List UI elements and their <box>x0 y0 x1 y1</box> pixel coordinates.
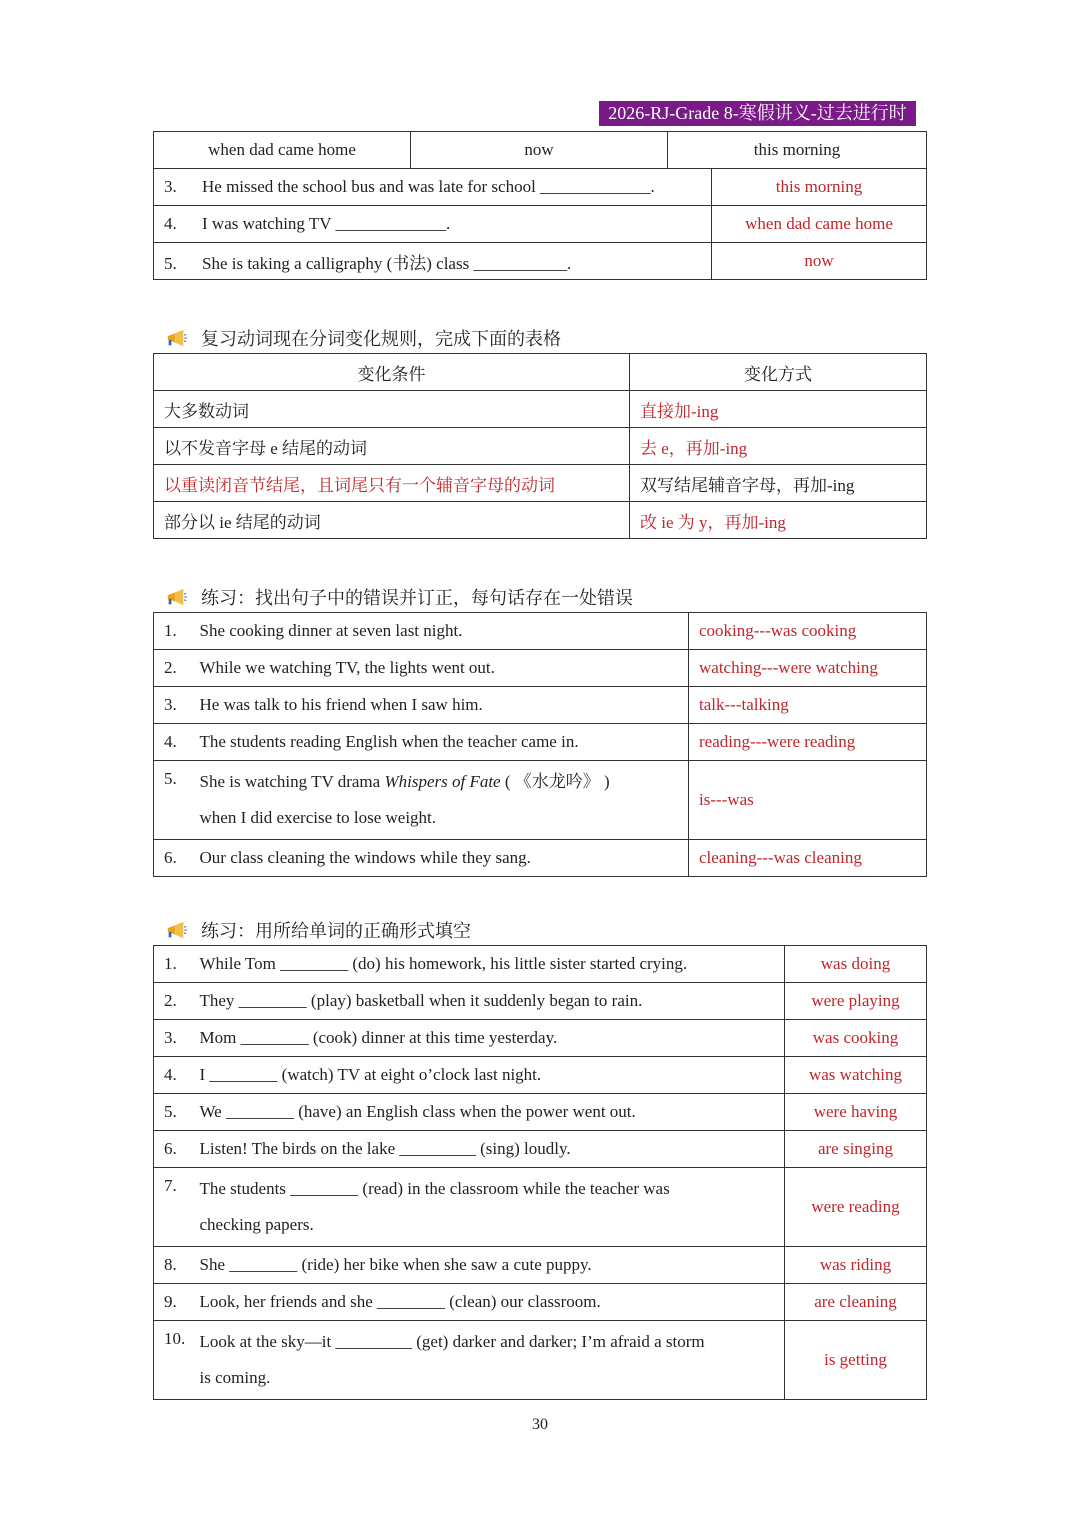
table-row <box>154 169 927 206</box>
answer-cell: watching---were watching <box>689 650 927 687</box>
rule-cell: 双写结尾辅音字母，再加-ing <box>630 465 927 502</box>
condition-cell: 大多数动词 <box>154 391 630 428</box>
question-cell <box>154 243 712 280</box>
table-row <box>154 243 927 280</box>
question-number: 6. <box>154 1131 192 1168</box>
answer-cell: is getting <box>785 1321 927 1400</box>
question-text: I ________ (watch) TV at eight o’clock last night. <box>192 1057 785 1094</box>
question-text <box>192 761 689 840</box>
question-cell <box>154 206 712 243</box>
column-header: 变化条件 <box>154 354 630 391</box>
question-text: I was watching TV _____________. <box>202 214 451 233</box>
question-text-part: is coming. <box>199 1368 271 1387</box>
error-correction-table <box>153 612 927 877</box>
megaphone-icon <box>165 586 187 608</box>
question-text: While Tom ________ (do) his homework, his little sister started crying. <box>192 946 785 983</box>
section-heading <box>165 325 561 351</box>
table-row <box>154 687 927 724</box>
table-row <box>154 650 927 687</box>
question-number: 1. <box>154 946 192 983</box>
question-text-part: when I did exercise to lose weight. <box>199 808 437 827</box>
question-text-part: ( 《水龙吟》 ) <box>500 772 610 791</box>
question-number: 9. <box>154 1284 192 1321</box>
section-title: 练习：用所给单词的正确形式填空 <box>201 921 471 941</box>
question-cell <box>154 169 712 206</box>
table-row <box>154 1057 927 1094</box>
table-row <box>154 613 927 650</box>
answer-cell: were reading <box>785 1168 927 1247</box>
answer-cell: talk---talking <box>689 687 927 724</box>
answer-cell: was riding <box>785 1247 927 1284</box>
answer-cell: now <box>712 243 927 280</box>
table-row <box>154 1131 927 1168</box>
table-row <box>154 1321 927 1400</box>
question-text: She ________ (ride) her bike when she saw a cute puppy. <box>192 1247 785 1284</box>
answer-cell: were playing <box>785 983 927 1020</box>
answer-cell: this morning <box>712 169 927 206</box>
table-row <box>154 1094 927 1131</box>
question-text-part: The students ________ (read) in the classroom while the teacher was <box>199 1179 670 1198</box>
table-row <box>154 132 927 169</box>
option-cell: this morning <box>668 132 927 169</box>
table-row <box>154 502 927 539</box>
rule-cell: 去 e，再加-ing <box>630 428 927 465</box>
condition-cell: 以不发音字母 e 结尾的动词 <box>154 428 630 465</box>
rule-cell: 直接加-ing <box>630 391 927 428</box>
question-text: The students reading English when the teacher came in. <box>192 724 689 761</box>
question-number: 5. <box>164 253 177 273</box>
answer-cell: are cleaning <box>785 1284 927 1321</box>
question-number: 3. <box>164 177 177 196</box>
table-row <box>154 983 927 1020</box>
question-text: Look, her friends and she ________ (clean) our classroom. <box>192 1284 785 1321</box>
question-text-part: checking papers. <box>199 1215 314 1234</box>
table-row <box>154 1284 927 1321</box>
table-row <box>154 1168 927 1247</box>
fill-in-table <box>153 945 927 1400</box>
participle-rules-table <box>153 353 927 539</box>
table-row <box>154 1020 927 1057</box>
question-number: 2. <box>154 650 192 687</box>
column-header: 变化方式 <box>630 354 927 391</box>
question-number: 5. <box>154 1094 192 1131</box>
megaphone-icon <box>165 327 187 349</box>
question-text: Our class cleaning the windows while they sang. <box>192 840 689 877</box>
question-text: While we watching TV, the lights went out. <box>192 650 689 687</box>
question-text: Mom ________ (cook) dinner at this time yesterday. <box>192 1020 785 1057</box>
section-title: 练习：找出句子中的错误并订正，每句话存在一处错误 <box>201 588 633 608</box>
answer-cell: was watching <box>785 1057 927 1094</box>
question-number: 8. <box>154 1247 192 1284</box>
option-cell: when dad came home <box>154 132 411 169</box>
table-row <box>154 1247 927 1284</box>
question-number: 4. <box>164 214 177 233</box>
table-row <box>154 840 927 877</box>
drama-title: Whispers of Fate <box>384 772 501 791</box>
table-row <box>154 391 927 428</box>
question-text: We ________ (have) an English class when the power went out. <box>192 1094 785 1131</box>
question-number: 2. <box>154 983 192 1020</box>
answer-cell: reading---were reading <box>689 724 927 761</box>
section-heading <box>165 917 471 943</box>
condition-cell: 以重读闭音节结尾，且词尾只有一个辅音字母的动词 <box>154 465 630 502</box>
question-text: He was talk to his friend when I saw him. <box>192 687 689 724</box>
answer-cell: cleaning---was cleaning <box>689 840 927 877</box>
question-text: She cooking dinner at seven last night. <box>192 613 689 650</box>
header-banner: 2026-RJ-Grade 8-寒假讲义-过去进行时 <box>599 101 916 126</box>
question-text: She is taking a calligraphy (书法) class ___________. <box>202 253 572 273</box>
rule-cell: 改 ie 为 y，再加-ing <box>630 502 927 539</box>
question-number: 6. <box>154 840 192 877</box>
table-row <box>154 428 927 465</box>
megaphone-icon <box>165 919 187 941</box>
answer-cell: was cooking <box>785 1020 927 1057</box>
section-title: 复习动词现在分词变化规则，完成下面的表格 <box>201 329 561 349</box>
question-text <box>192 1321 785 1400</box>
answer-cell: were having <box>785 1094 927 1131</box>
time-phrase-table <box>153 131 927 280</box>
question-number: 10. <box>154 1321 192 1400</box>
question-number: 3. <box>154 1020 192 1057</box>
page-number: 30 <box>532 1416 548 1433</box>
table-row <box>154 946 927 983</box>
question-text <box>192 1168 785 1247</box>
answer-cell: is---was <box>689 761 927 840</box>
condition-cell: 部分以 ie 结尾的动词 <box>154 502 630 539</box>
answer-cell: are singing <box>785 1131 927 1168</box>
table-row <box>154 724 927 761</box>
table-row <box>154 761 927 840</box>
option-cell: now <box>411 132 668 169</box>
question-text-part: Look at the sky—it _________ (get) darker and darker; I’m afraid a storm <box>199 1332 705 1351</box>
question-number: 4. <box>154 724 192 761</box>
table-row <box>154 354 927 391</box>
answer-cell: was doing <box>785 946 927 983</box>
question-text-part: She is watching TV drama <box>199 772 385 791</box>
answer-cell: cooking---was cooking <box>689 613 927 650</box>
question-number: 4. <box>154 1057 192 1094</box>
question-text: He missed the school bus and was late for school _____________. <box>202 177 655 196</box>
question-number: 3. <box>154 687 192 724</box>
question-number: 7. <box>154 1168 192 1247</box>
section-heading <box>165 584 633 610</box>
question-number: 1. <box>154 613 192 650</box>
question-text: Listen! The birds on the lake _________ (sing) loudly. <box>192 1131 785 1168</box>
question-text: They ________ (play) basketball when it suddenly began to rain. <box>192 983 785 1020</box>
question-number: 5. <box>154 761 192 840</box>
table-row <box>154 206 927 243</box>
answer-cell: when dad came home <box>712 206 927 243</box>
table-row <box>154 465 927 502</box>
